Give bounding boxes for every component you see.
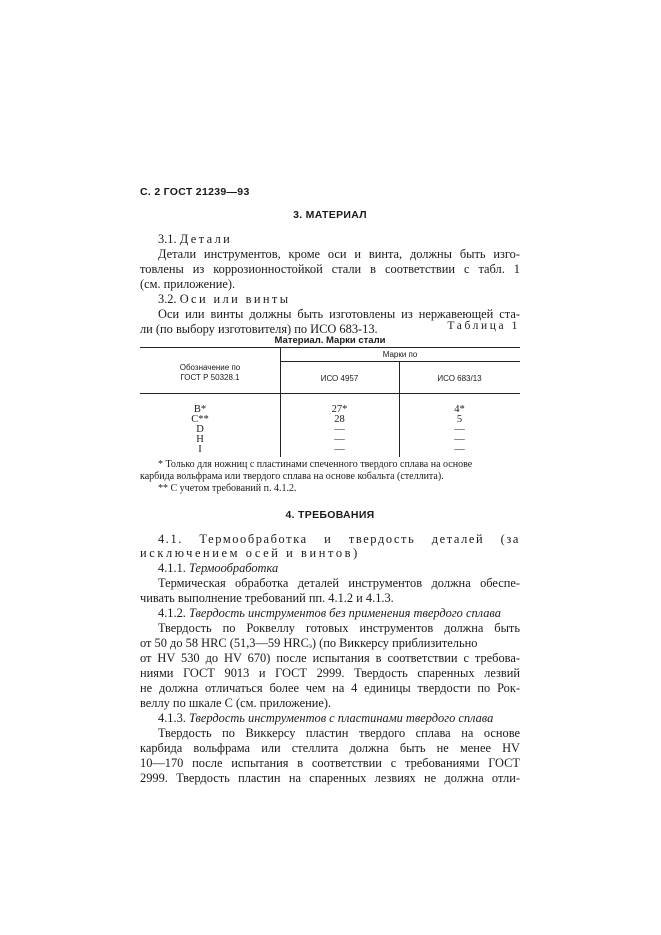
table-note-3: ** С учетом требований п. 4.1.2. xyxy=(158,483,297,494)
p411-line-2: чивать выполнение требований пп. 4.1.2 и 4.1.3. xyxy=(140,591,394,605)
table-cell: — xyxy=(454,424,465,435)
p413-line-4: 2999. Твердость пластин на спаренных лезвиях не должна отли- xyxy=(140,771,520,785)
p412-number: 4.1.2. xyxy=(158,606,186,620)
table-cell: 27* xyxy=(331,404,348,415)
p412-heading-text: Твердость инструментов без применения твердого сплава xyxy=(189,606,501,620)
p411-number: 4.1.1. xyxy=(158,561,186,575)
col0-header-line-2: ГОСТ Р 50328.1 xyxy=(180,373,240,382)
p31-line-3: (см. приложение). xyxy=(140,277,236,291)
p32-line-2: ли (по выбору изготовителя) по ИСО 683-13. xyxy=(140,322,378,336)
p413-line-3: 10—170 после испытания в соответствии с требованиями ГОСТ xyxy=(140,756,520,770)
table-note-1: * Только для ножниц с пластинами спеченного твердого сплава на основе xyxy=(158,459,473,470)
table-cell: — xyxy=(454,434,465,445)
table-cell: — xyxy=(454,444,465,455)
p413-line-2: карбида вольфрама или стеллита должна быть не менее HV xyxy=(140,741,520,755)
col2-header: ИСО 683/13 xyxy=(437,374,482,383)
table-title: Материал. Марки стали xyxy=(274,335,386,346)
table-group-rule xyxy=(280,361,520,362)
table-cell: B* xyxy=(193,404,207,415)
p412-line-3: от HV 530 до HV 670) после испытания в соответствии с требова- xyxy=(140,651,520,665)
p32-heading-text: Оси или винты xyxy=(179,292,291,306)
p412-line-2 xyxy=(140,636,520,651)
table-cell: — xyxy=(334,444,345,455)
running-head: С. 2 ГОСТ 21239—93 xyxy=(140,186,250,198)
table-cell: — xyxy=(334,424,345,435)
p31-line-2: товлены из коррозионностойкой стали в соответствии с табл. 1 xyxy=(140,262,520,276)
table-cell: C** xyxy=(191,414,209,425)
p411-line-1: Термическая обработка деталей инструментов должна обеспе- xyxy=(158,576,520,590)
section-4-title: 4. ТРЕБОВАНИЯ xyxy=(285,509,375,521)
p41-line-1: 4.1. Термообработка и твердость деталей (за xyxy=(158,532,520,546)
table-cell: I xyxy=(198,444,202,455)
p411-heading xyxy=(140,561,520,576)
p41-line-2: исключением осей и винтов) xyxy=(140,546,360,560)
p412-line-4: ниями ГОСТ 9013 и ГОСТ 2999. Твердость спаренных лезвий xyxy=(140,666,520,680)
p412-line-5: не должна отличаться более чем на 4 единицы твердости по Рок- xyxy=(140,681,520,695)
section-3-title: 3. МАТЕРИАЛ xyxy=(293,209,367,221)
table-header-rule xyxy=(140,393,520,394)
table-cell: D xyxy=(196,424,204,435)
p412-subscript: э xyxy=(308,642,312,650)
p413-heading-text: Твердость инструментов с пластинами твердого сплава xyxy=(189,711,494,725)
table-cell: 5 xyxy=(456,414,463,425)
p412-line-2-tail: ) (по Виккерсу приблизительно xyxy=(311,636,478,650)
p412-line-6: веллу по шкале C (см. приложение). xyxy=(140,696,332,710)
table-cell: 4* xyxy=(454,404,465,415)
p32-line-1: Оси или винты должны быть изготовлены из нержавеющей ста- xyxy=(158,307,520,321)
p412-line-2-head: от 50 до 58 HRC (51,3—59 HRC xyxy=(140,636,309,650)
table-label: Таблица 1 xyxy=(447,320,520,332)
p412-line-1: Твердость по Роквеллу готовых инструментов должна быть xyxy=(158,621,520,635)
group-header: Марки по xyxy=(382,350,418,359)
p31-heading xyxy=(140,232,520,247)
table-cell: 28 xyxy=(334,414,345,425)
table-cell: — xyxy=(334,434,345,445)
p31-number: 3.1. xyxy=(158,232,177,246)
p413-number: 4.1.3. xyxy=(158,711,186,725)
p31-line-1: Детали инструментов, кроме оси и винта, должны быть изго- xyxy=(158,247,520,261)
p31-heading-text: Детали xyxy=(179,232,233,246)
p412-heading xyxy=(140,606,520,621)
p413-heading xyxy=(140,711,520,726)
col1-header: ИСО 4957 xyxy=(320,374,359,383)
p411-heading-text: Термообработка xyxy=(189,561,279,575)
table-cell: H xyxy=(196,434,204,445)
p32-number: 3.2. xyxy=(158,292,177,306)
table-top-rule xyxy=(140,347,520,348)
p32-heading xyxy=(140,292,520,307)
col0-header-line-1: Обозначение по xyxy=(179,363,241,372)
p413-line-1: Твердость по Виккерсу пластин твердого сплава на основе xyxy=(158,726,520,740)
col0-header xyxy=(140,363,280,383)
table-note-2: карбида вольфрама или твердого сплава на основе кобальта (стеллита). xyxy=(140,471,444,482)
steel-grades-table xyxy=(140,347,520,457)
